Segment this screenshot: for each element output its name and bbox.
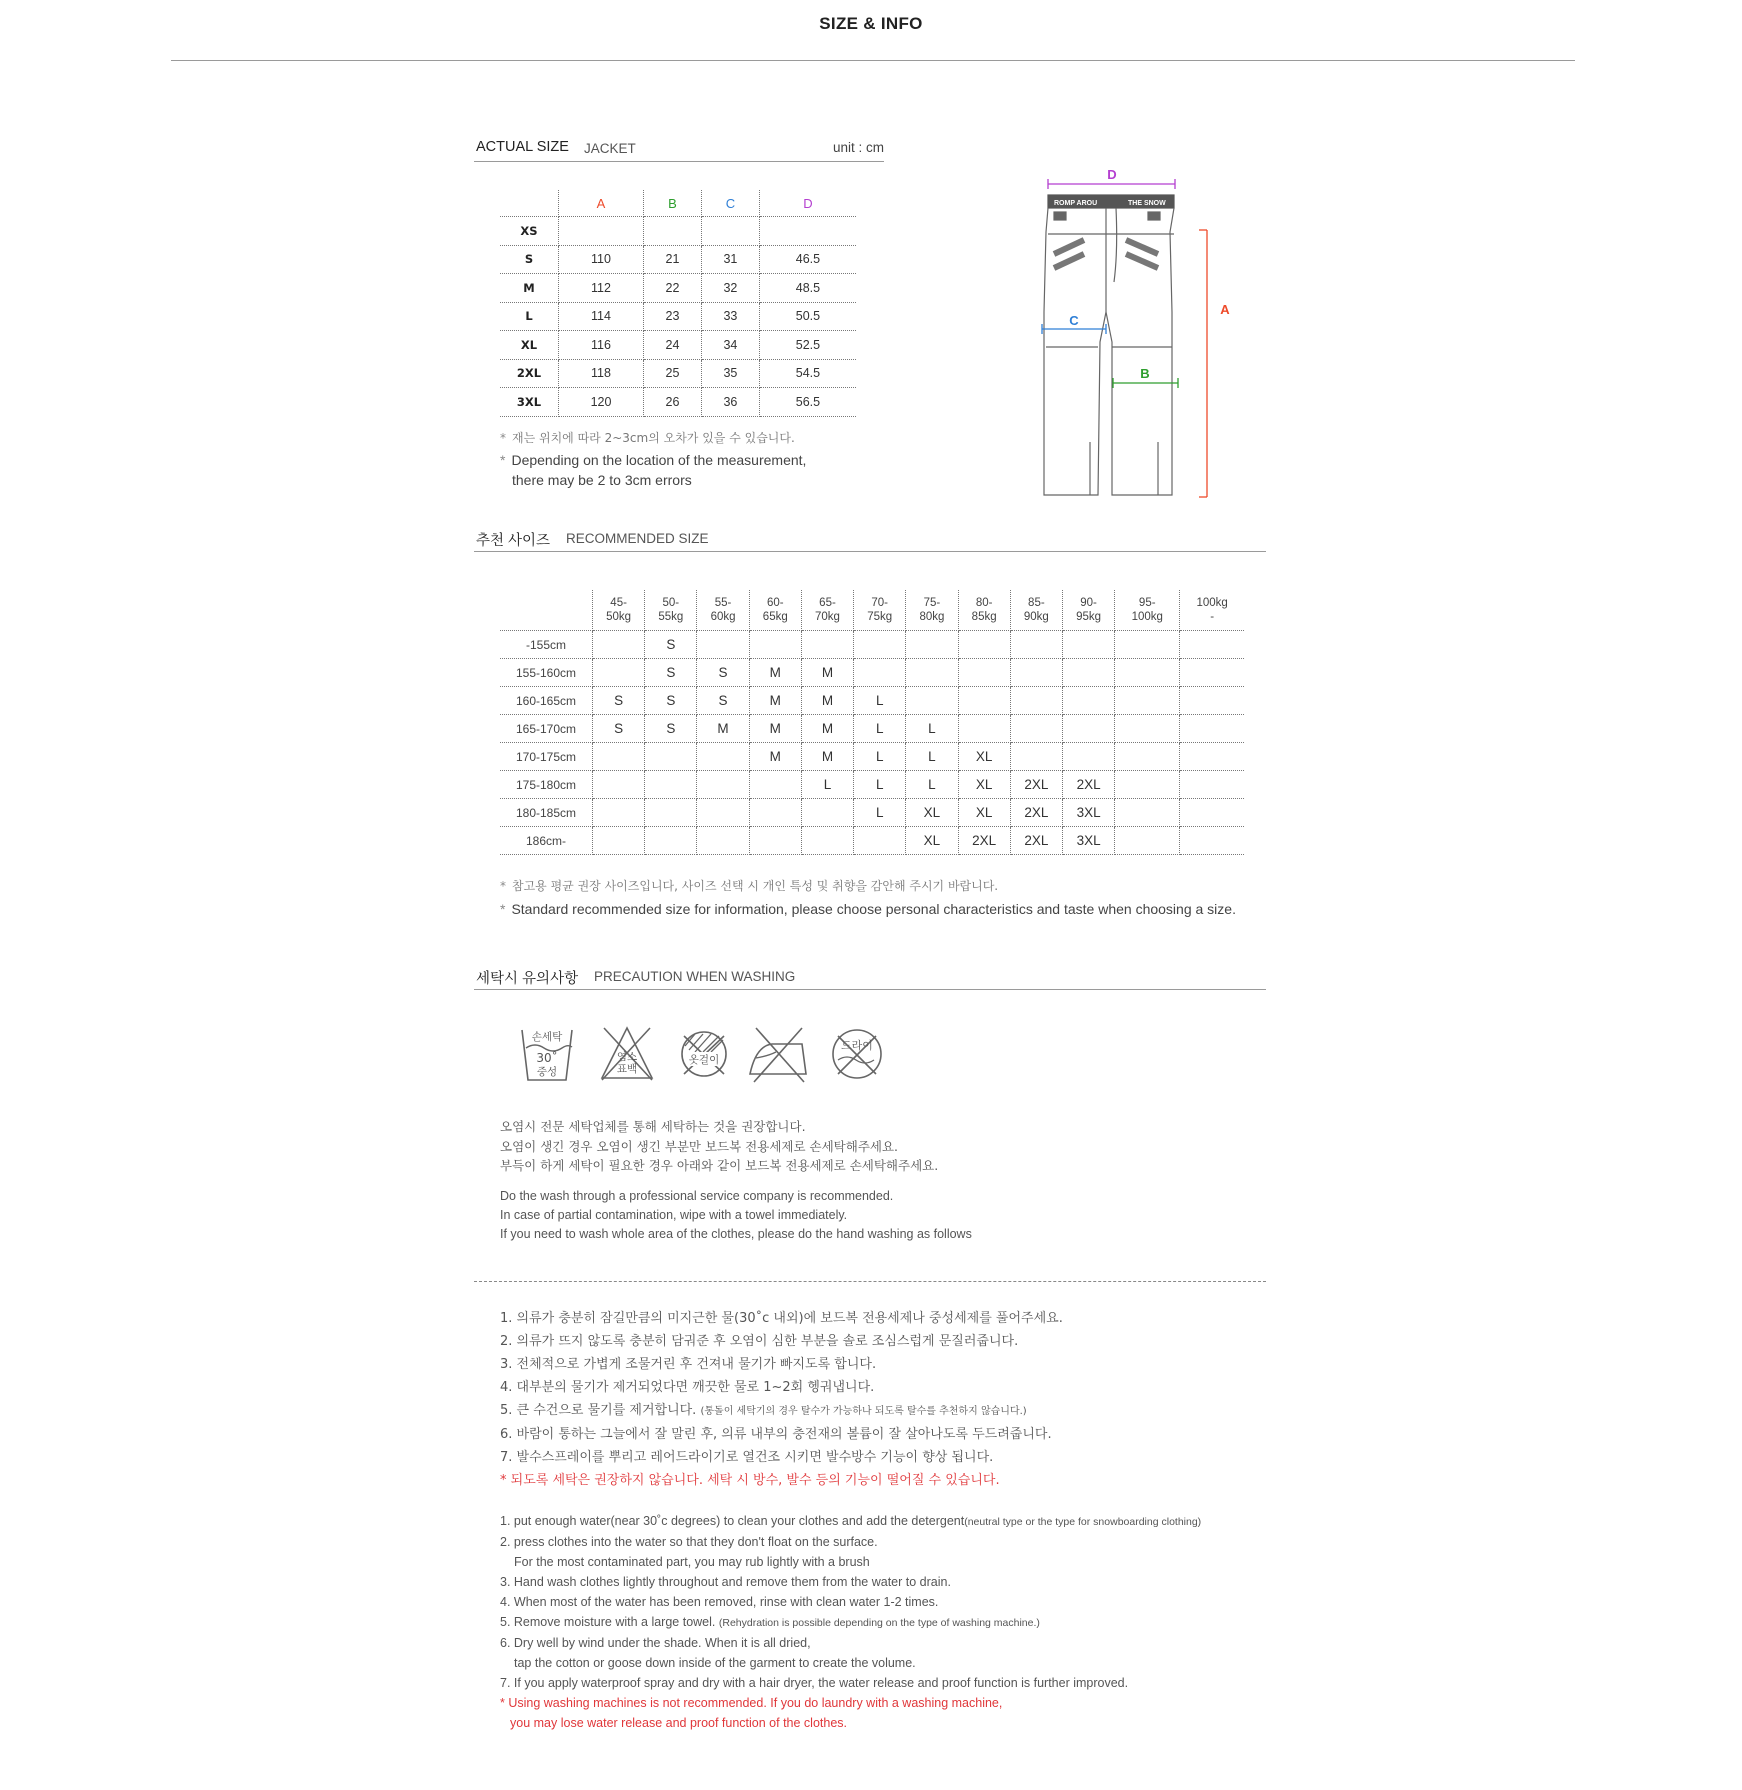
table-cell — [1180, 687, 1244, 715]
weight-header: 70- 75kg — [854, 590, 906, 631]
table-cell: 120 — [559, 388, 644, 417]
table-row — [500, 388, 856, 417]
column-header-d: D — [759, 190, 856, 217]
table-cell: L — [854, 799, 906, 827]
table-cell: 34 — [701, 331, 759, 360]
table-cell: 32 — [701, 274, 759, 303]
washing-steps-en — [500, 1511, 1201, 1733]
no-bleach-icon — [598, 1022, 656, 1086]
table-cell — [697, 743, 749, 771]
table-cell: S — [645, 687, 697, 715]
table-cell — [1115, 631, 1180, 659]
table-cell: XL — [958, 799, 1010, 827]
recommended-size-table — [500, 590, 1244, 855]
height-label: 175-180cm — [500, 771, 593, 799]
svg-text:옷걸이: 옷걸이 — [688, 1054, 720, 1066]
table-cell: 116 — [559, 331, 644, 360]
pants-outline — [1044, 195, 1174, 495]
list-item: 5. Remove moisture with a large towel. (Rehydration is possible depending on the type of washing machine.) — [500, 1615, 1040, 1629]
weight-header: 95- 100kg — [1115, 590, 1180, 631]
list-item: 7. 발수스프레이를 뿌리고 레어드라이기로 열건조 시키면 발수방수 기능이 향상 됩니다. — [500, 1450, 994, 1465]
table-cell: 26 — [643, 388, 701, 417]
weight-header: 65- 70kg — [801, 590, 853, 631]
table-cell — [643, 217, 701, 246]
size-label: L — [500, 302, 559, 331]
table-cell — [1180, 715, 1244, 743]
table-cell — [1062, 687, 1114, 715]
table-cell: M — [801, 687, 853, 715]
height-label: 155-160cm — [500, 659, 593, 687]
table-cell: S — [645, 659, 697, 687]
table-cell — [697, 771, 749, 799]
table-cell: L — [906, 715, 958, 743]
table-cell — [697, 631, 749, 659]
table-cell — [1010, 631, 1062, 659]
table-cell: M — [697, 715, 749, 743]
table-cell: 36 — [701, 388, 759, 417]
table-cell — [749, 827, 801, 855]
table-cell: XL — [958, 771, 1010, 799]
list-item: 4. 대부분의 물기가 제거되었다면 깨끗한 물로 1~2회 헹궈냅니다. — [500, 1380, 875, 1395]
section-divider — [474, 1281, 1266, 1282]
table-cell: 3XL — [1062, 827, 1114, 855]
table-cell: 2XL — [958, 827, 1010, 855]
list-item: 7. If you apply waterproof spray and dry with a hair dryer, the water release and proof function is further improved. — [500, 1676, 1129, 1690]
measurement-note-kr: * 재는 위치에 따라 2~3cm의 오차가 있을 수 있습니다. — [500, 431, 795, 445]
table-cell — [1010, 687, 1062, 715]
weight-header: 75- 80kg — [906, 590, 958, 631]
list-item: 2. press clothes into the water so that they don't float on the surface. — [500, 1535, 878, 1549]
table-cell: M — [749, 743, 801, 771]
svg-text:중성: 중성 — [536, 1066, 558, 1078]
weight-header: 100kg - — [1180, 590, 1244, 631]
height-label: -155cm — [500, 631, 593, 659]
size-label: M — [500, 274, 559, 303]
table-cell — [749, 799, 801, 827]
table-cell — [854, 659, 906, 687]
washing-intro-en: Do the wash through a professional service company is recommended. In case of partial contamination, wipe with a towel immediately. If you need to wash whole area of the clothes, please do the hand washing as follows — [500, 1189, 972, 1241]
table-cell: S — [593, 687, 645, 715]
height-label: 165-170cm — [500, 715, 593, 743]
table-row — [500, 827, 1244, 855]
measurement-note-en: * Depending on the location of the measurement, there may be 2 to 3cm errors — [500, 452, 807, 488]
table-cell: 46.5 — [759, 245, 856, 274]
table-row — [500, 687, 1244, 715]
actual-size-title: ACTUAL SIZE — [476, 139, 569, 155]
table-cell: S — [645, 631, 697, 659]
height-label: 180-185cm — [500, 799, 593, 827]
table-cell: S — [697, 659, 749, 687]
list-item: 5. 큰 수건으로 물기를 제거합니다. (통돌이 세탁기의 경우 탈수가 가능하나 되도록 탈수를 추천하지 않습니다.) — [500, 1403, 1027, 1418]
page-title: SIZE & INFO — [819, 14, 923, 33]
table-cell — [906, 631, 958, 659]
table-cell — [801, 799, 853, 827]
table-cell — [1062, 631, 1114, 659]
svg-text:30˚: 30˚ — [536, 1051, 558, 1065]
table-cell: M — [749, 687, 801, 715]
size-label: XS — [500, 217, 559, 246]
warning-en-1: * Using washing machines is not recommended. If you do laundry with a washing machine, — [500, 1696, 1003, 1710]
size-label: 3XL — [500, 388, 559, 417]
table-cell: L — [854, 715, 906, 743]
size-label: 2XL — [500, 359, 559, 388]
table-cell — [593, 827, 645, 855]
list-item: 4. When most of the water has been removed, rinse with clean water 1-2 times. — [500, 1595, 939, 1609]
table-cell — [1115, 715, 1180, 743]
actual-size-subtitle: JACKET — [584, 141, 636, 156]
table-cell — [593, 659, 645, 687]
table-cell — [749, 631, 801, 659]
table-cell: 112 — [559, 274, 644, 303]
table-cell: 24 — [643, 331, 701, 360]
recommended-note-en: * Standard recommended size for information, please choose personal characteristics and taste when choosing a size. — [500, 901, 1236, 917]
table-cell: M — [749, 715, 801, 743]
table-cell — [958, 687, 1010, 715]
table-cell: 33 — [701, 302, 759, 331]
table-cell: 23 — [643, 302, 701, 331]
table-cell — [759, 217, 856, 246]
washing-intro-kr: 오염시 전문 세탁업체를 통해 세탁하는 것을 권장합니다. 오염이 생긴 경우 오염이 생긴 부분만 보드복 전용세제로 손세탁해주세요. 부득이 하게 세탁이 필요한 경우 아래와 같이 보드복 전용세제로 손세탁해주세요. — [500, 1119, 939, 1173]
column-header-a: A — [559, 190, 644, 217]
actual-size-header — [474, 137, 884, 162]
table-cell — [645, 827, 697, 855]
table-cell: 48.5 — [759, 274, 856, 303]
table-cell — [1062, 659, 1114, 687]
table-cell — [1115, 771, 1180, 799]
table-header-row — [500, 190, 856, 217]
table-cell: S — [697, 687, 749, 715]
table-cell — [1010, 715, 1062, 743]
weight-header: 80- 85kg — [958, 590, 1010, 631]
table-row — [500, 659, 1244, 687]
table-row — [500, 771, 1244, 799]
label-b: B — [1140, 366, 1150, 381]
table-cell — [1180, 659, 1244, 687]
table-cell: XL — [906, 827, 958, 855]
table-cell: L — [854, 771, 906, 799]
list-item: 1. put enough water(near 30˚c degrees) to clean your clothes and add the detergent(neutral type or the type for snowboarding clothing) — [500, 1514, 1202, 1528]
no-hanger-dry-icon — [675, 1022, 733, 1086]
table-cell — [593, 771, 645, 799]
waistband-text-right: THE SNOW — [1128, 200, 1166, 207]
table-cell: 114 — [559, 302, 644, 331]
table-cell: 2XL — [1010, 827, 1062, 855]
table-cell: 56.5 — [759, 388, 856, 417]
washing-subtitle: PRECAUTION WHEN WASHING — [594, 969, 796, 984]
table-cell: L — [801, 771, 853, 799]
table-cell: 54.5 — [759, 359, 856, 388]
pants-diagram — [1030, 162, 1250, 502]
table-cell — [559, 217, 644, 246]
table-row — [500, 743, 1244, 771]
height-label: 160-165cm — [500, 687, 593, 715]
table-cell — [1180, 771, 1244, 799]
hand-wash-icon — [518, 1022, 576, 1086]
list-item: For the most contaminated part, you may rub lightly with a brush — [514, 1555, 870, 1569]
table-cell: 35 — [701, 359, 759, 388]
waistband-text-left: ROMP AROU — [1054, 200, 1098, 207]
table-cell — [645, 743, 697, 771]
table-cell — [958, 659, 1010, 687]
table-cell — [697, 827, 749, 855]
table-cell — [1115, 659, 1180, 687]
table-cell — [1180, 799, 1244, 827]
table-cell: L — [906, 743, 958, 771]
table-cell — [1010, 743, 1062, 771]
weight-header: 45- 50kg — [593, 590, 645, 631]
table-cell — [1115, 799, 1180, 827]
weight-header: 55- 60kg — [697, 590, 749, 631]
table-cell — [801, 827, 853, 855]
table-row — [500, 274, 856, 303]
recommended-title: 추천 사이즈 — [476, 533, 551, 549]
table-cell — [958, 631, 1010, 659]
label-d: D — [1107, 167, 1117, 182]
table-cell: L — [906, 771, 958, 799]
table-cell: S — [593, 715, 645, 743]
table-cell — [593, 743, 645, 771]
table-cell — [1062, 743, 1114, 771]
table-cell: 3XL — [1062, 799, 1114, 827]
washing-title: 세탁시 유의사항 — [476, 971, 579, 987]
weight-header: 85- 90kg — [1010, 590, 1062, 631]
recommended-size-header — [474, 527, 1266, 552]
table-cell: L — [854, 743, 906, 771]
table-cell — [801, 631, 853, 659]
table-cell: 31 — [701, 245, 759, 274]
table-cell: M — [801, 743, 853, 771]
table-cell — [1010, 659, 1062, 687]
table-row — [500, 799, 1244, 827]
table-cell — [1180, 631, 1244, 659]
table-cell: L — [854, 687, 906, 715]
weight-header: 90- 95kg — [1062, 590, 1114, 631]
table-cell: 110 — [559, 245, 644, 274]
table-cell — [697, 799, 749, 827]
label-c: C — [1069, 313, 1079, 328]
svg-text:손세탁: 손세탁 — [531, 1031, 563, 1043]
table-cell: XL — [958, 743, 1010, 771]
table-row — [500, 302, 856, 331]
svg-text:드라이: 드라이 — [841, 1039, 873, 1052]
table-cell — [1180, 827, 1244, 855]
table-cell: M — [749, 659, 801, 687]
table-corner — [500, 190, 559, 217]
table-cell — [749, 771, 801, 799]
table-row — [500, 359, 856, 388]
table-cell: 25 — [643, 359, 701, 388]
no-iron-icon — [746, 1022, 812, 1086]
table-cell — [906, 659, 958, 687]
column-header-c: C — [701, 190, 759, 217]
weight-header: 60- 65kg — [749, 590, 801, 631]
washing-steps-kr — [500, 1307, 1063, 1492]
header-divider — [171, 60, 1575, 61]
dimension-b — [1113, 366, 1178, 388]
no-dry-clean-icon — [828, 1022, 886, 1086]
recommended-subtitle: RECOMMENDED SIZE — [566, 531, 709, 546]
list-item: tap the cotton or goose down inside of the garment to create the volume. — [514, 1656, 916, 1670]
table-cell — [906, 687, 958, 715]
table-cell — [645, 799, 697, 827]
table-cell — [1115, 687, 1180, 715]
size-label: S — [500, 245, 559, 274]
washing-header — [474, 965, 1266, 990]
table-cell: 2XL — [1010, 799, 1062, 827]
warning-en-2: you may lose water release and proof function of the clothes. — [510, 1716, 847, 1730]
label-a: A — [1220, 302, 1230, 317]
table-row — [500, 245, 856, 274]
warning-kr: * 되도록 세탁은 권장하지 않습니다. 세탁 시 방수, 발수 등의 기능이 떨어질 수 있습니다. — [500, 1473, 1000, 1488]
table-cell — [854, 631, 906, 659]
list-item: 6. Dry well by wind under the shade. When it is all dried, — [500, 1636, 811, 1650]
dimension-c — [1042, 313, 1106, 334]
table-cell — [593, 631, 645, 659]
table-cell — [645, 771, 697, 799]
size-label: XL — [500, 331, 559, 360]
height-label: 186cm- — [500, 827, 593, 855]
dimension-a — [1199, 230, 1230, 497]
list-item: 3. Hand wash clothes lightly throughout and remove them from the water to drain. — [500, 1575, 951, 1589]
list-item: 2. 의류가 뜨지 않도록 충분히 담궈준 후 오염이 심한 부분을 솔로 조심스럽게 문질러줍니다. — [500, 1334, 1019, 1349]
table-cell — [1062, 715, 1114, 743]
dimension-d — [1048, 167, 1175, 189]
list-item: 3. 전체적으로 가볍게 조물거린 후 건져내 물기가 빠지도록 합니다. — [500, 1357, 877, 1372]
svg-text:표백: 표백 — [616, 1063, 638, 1075]
table-cell: 118 — [559, 359, 644, 388]
table-row — [500, 331, 856, 360]
recommended-note-kr: * 참고용 평균 권장 사이즈입니다, 사이즈 선택 시 개인 특성 및 취향을 감안해 주시기 바랍니다. — [500, 879, 999, 893]
unit-label: unit : cm — [832, 140, 884, 155]
table-cell: M — [801, 659, 853, 687]
table-cell: M — [801, 715, 853, 743]
list-item: 1. 의류가 충분히 잠길만큼의 미지근한 물(30˚c 내외)에 보드복 전용세제나 중성세제를 풀어주세요. — [500, 1311, 1063, 1326]
table-row — [500, 715, 1244, 743]
table-cell — [701, 217, 759, 246]
table-cell — [958, 715, 1010, 743]
table-cell: 2XL — [1010, 771, 1062, 799]
actual-size-table — [500, 190, 856, 417]
column-header-b: B — [643, 190, 701, 217]
table-cell — [593, 799, 645, 827]
table-cell — [1115, 743, 1180, 771]
table-cell — [854, 827, 906, 855]
table-cell: 21 — [643, 245, 701, 274]
list-item: 6. 바람이 통하는 그늘에서 잘 말린 후, 의류 내부의 충전재의 볼륨이 잘 살아나도록 두드려줍니다. — [500, 1427, 1052, 1442]
table-row — [500, 217, 856, 246]
table-cell — [1115, 827, 1180, 855]
height-label: 170-175cm — [500, 743, 593, 771]
table-cell: 2XL — [1062, 771, 1114, 799]
table-cell — [1180, 743, 1244, 771]
svg-text:염소: 염소 — [616, 1051, 638, 1063]
weight-header: 50- 55kg — [645, 590, 697, 631]
table-row — [500, 631, 1244, 659]
table-cell: S — [645, 715, 697, 743]
table-corner — [500, 590, 593, 631]
table-cell: 50.5 — [759, 302, 856, 331]
table-cell: 52.5 — [759, 331, 856, 360]
table-cell: XL — [906, 799, 958, 827]
table-cell: 22 — [643, 274, 701, 303]
weight-header-row — [500, 590, 1244, 631]
